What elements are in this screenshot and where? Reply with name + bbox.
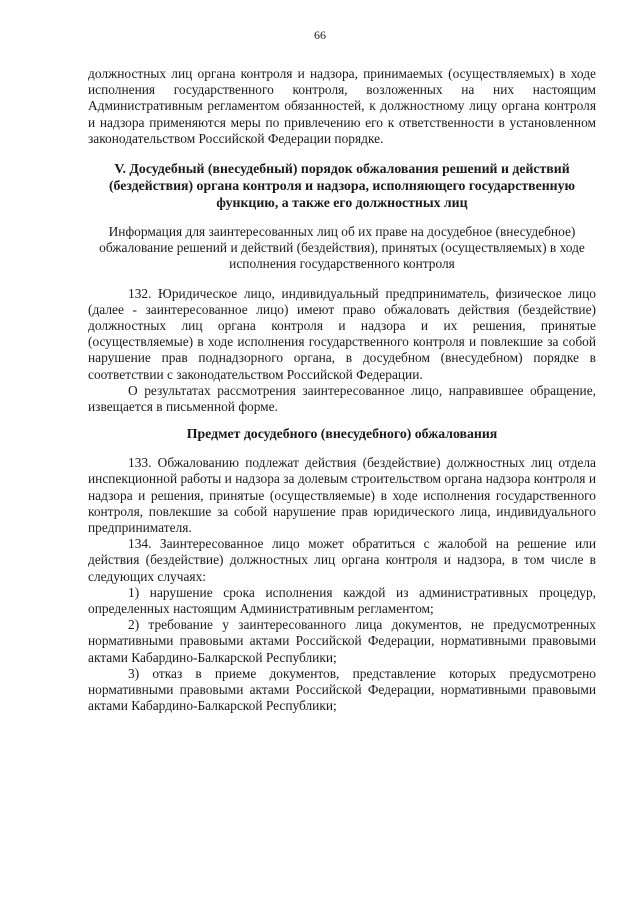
paragraph-134: 134. Заинтересованное лицо может обратиться с жалобой на решение или действия (бездействие) должностных лиц органа контроля и надзора, в том числе в следующих случаях: (88, 536, 596, 584)
section-heading: V. Досудебный (внесудебный) порядок обжалования решений и действий (бездействия) органа контроля и надзора, исполняющего государственную функцию, а также его должностных лиц (108, 161, 576, 211)
paragraph-132: 132. Юридическое лицо, индивидуальный предприниматель, физическое лицо (далее - заинтересованное лицо) имеют право обжаловать действия (бездействие) должностных лиц органа контроля и надзора и их решения, принятые (осуществляемые) в ходе исполнения государственного контроля и повлекшие за собой нарушение прав поднадзорного органа, в досудебном (внесудебном) порядке в соответствии с законодательством Российской Федерации. (88, 285, 596, 382)
paragraph-results: О результатах рассмотрения заинтересованное лицо, направившее обращение, извещается в письменной форме. (88, 382, 596, 415)
document-body (88, 66, 596, 715)
list-item-2: 2) требование у заинтересованного лица документов, не предусмотренных нормативными правовыми актами Российской Федерации, нормативными правовыми актами Кабардино-Балкарской Республики; (88, 617, 596, 665)
paragraph-133: 133. Обжалованию подлежат действия (бездействие) должностных лиц отдела инспекционной работы и надзора за долевым строительством органа надзора контроля и надзора и решения, принятые (осуществляемые) в ходе исполнения государственного контроля, повлекшие за собой нарушение прав юридического лица, индивидуального предпринимателя. (88, 455, 596, 536)
subject-heading: Предмет досудебного (внесудебного) обжалования (186, 426, 498, 442)
page-number: 66 (314, 28, 326, 42)
paragraph-intro: должностных лиц органа контроля и надзора, принимаемых (осуществляемых) в ходе исполнения государственного контроля, возложенных на них настоящим Административным регламентом обязанностей, к должностному лицу органа контроля и надзора применяются меры по привлечению его к ответственности в установленном законодательством Российской Федерации порядке. (88, 66, 596, 146)
list-item-1: 1) нарушение срока исполнения каждой из административных процедур, определенных настоящим Административным регламентом; (88, 584, 596, 617)
list-item-3: 3) отказ в приеме документов, представление которых предусмотрено нормативными правовыми актами Российской Федерации, нормативными правовыми актами Кабардино-Балкарской Республики; (88, 665, 596, 714)
info-subheading: Информация для заинтересованных лиц об их праве на досудебное (внесудебное) обжалование решений и действий (бездействия), принятых (осуществляемых) в ходе исполнения государственного контроля (99, 224, 585, 272)
